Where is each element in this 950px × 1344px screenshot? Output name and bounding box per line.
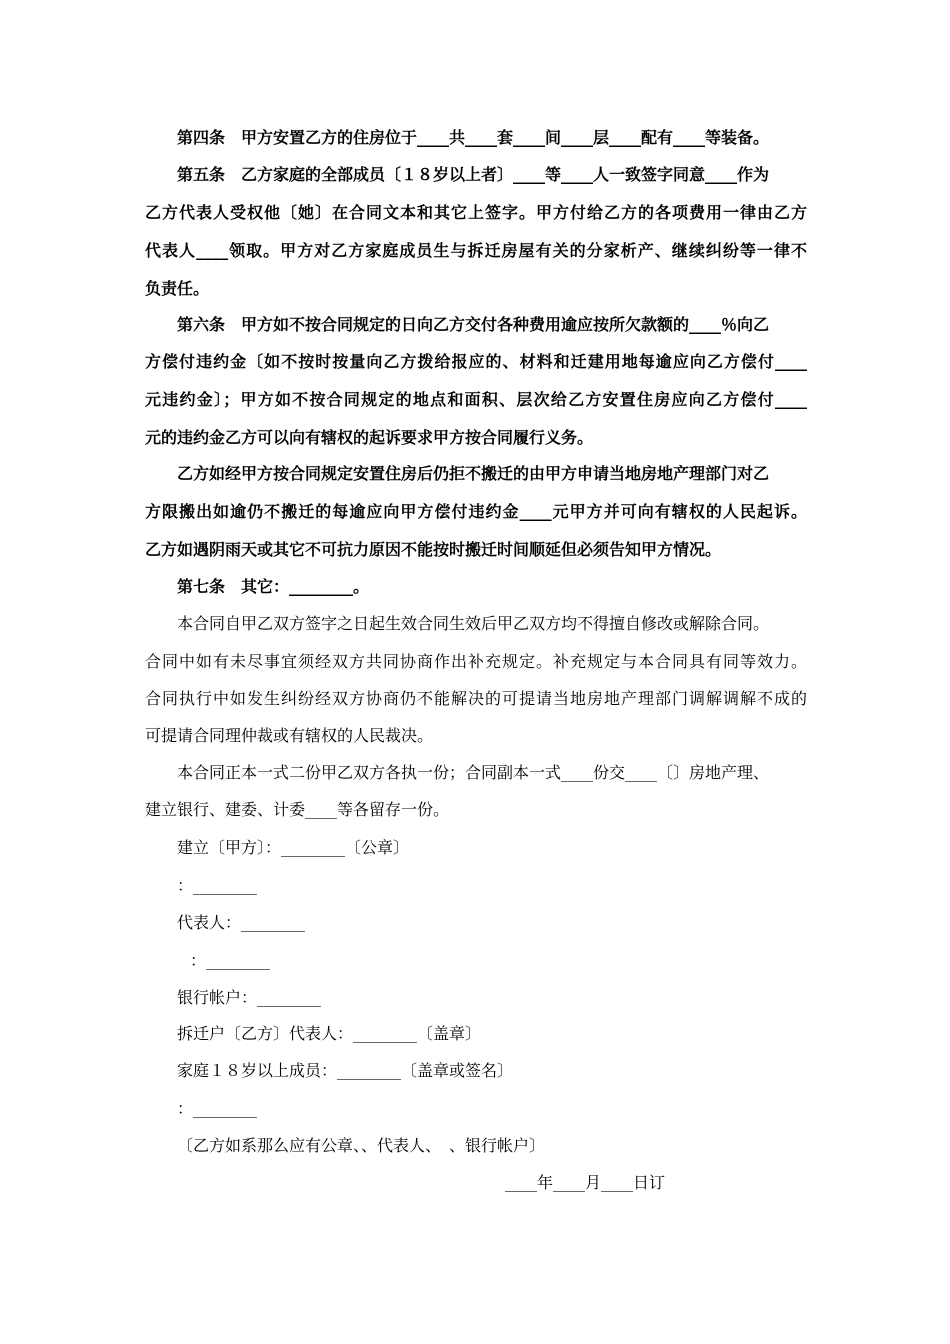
article-6-line-4: 元的违约金乙方可以向有辖权的起诉要求甲方按合同履行义务。 [145, 428, 594, 447]
party-b-note: 〔乙方如系那么应有公章、、代表人、 、银行帐户〕 [177, 1136, 546, 1155]
effect-para-line-4: 可提请合同理仲裁或有辖权的人民裁决。 [145, 726, 434, 745]
family-blank: ：________ [177, 1099, 258, 1118]
move-para-line-1: 乙方如经甲方按合同规定安置住房后仍拒不搬迁的由甲方申请当地房地产理部门对乙 [177, 464, 770, 483]
signing-date: ____年____月____日订 [505, 1173, 666, 1192]
representative-blank: ：________ [190, 951, 271, 970]
article-6-line-1: 第六条 甲方如不按合同规定的日向乙方交付各种费用逾应按所欠款额的____％向乙 [177, 315, 770, 334]
article-5-line-1: 第五条 乙方家庭的全部成员〔１８岁以上者〕____等____人一致签字同意____作为 [177, 165, 770, 184]
article-5-line-2: 乙方代表人受权他〔她〕在合同文本和其它上签字。甲方付给乙方的各项费用一律由乙方 [145, 203, 807, 222]
party-b-signature: 拆迁户〔乙方〕代表人：________〔盖章〕 [177, 1024, 482, 1043]
move-para-line-2: 方限搬出如逾仍不搬迁的每逾应向甲方偿付违约金____元甲方并可向有辖权的人民起诉。 [145, 502, 807, 521]
effect-para-line-1: 本合同自甲乙双方签字之日起生效合同生效后甲乙双方均不得擅自修改或解除合同。 [177, 614, 770, 633]
bank-account-line: 银行帐户：________ [177, 988, 322, 1007]
article-6-line-2: 方偿付违约金〔如不按时按量向乙方拨给报应的、材料和迁建用地每逾应向乙方偿付____ [145, 352, 807, 371]
article-5-line-4: 负责任。 [145, 279, 210, 298]
effect-para-line-3: 合同执行中如发生纠纷经双方协商仍不能解决的可提请当地房地产理部门调解调解不成的 [145, 689, 807, 708]
party-a-signature: 建立〔甲方〕：________〔公章〕 [177, 838, 410, 857]
move-para-line-3: 乙方如遇阴雨天或其它不可抗力原因不能按时搬迁时间顺延但必须告知甲方情况。 [145, 540, 722, 559]
article-6-line-3: 元违约金〕；甲方如不按合同规定的地点和面积、层次给乙方安置住房应向乙方偿付____ [145, 390, 807, 409]
party-a-blank: ：________ [177, 876, 258, 895]
effect-para-line-2: 合同中如有未尽事宜须经双方共同协商作出补充规定。补充规定与本合同具有同等效力。 [145, 652, 807, 671]
article-5-line-3: 代表人____领取。甲方对乙方家庭成员生与拆迁房屋有关的分家析产、继续纠纷等一律不 [145, 241, 807, 260]
family-members-signature: 家庭１８岁以上成员：________〔盖章或签名〕 [177, 1061, 514, 1080]
article-7-line: 第七条 其它：________。 [177, 577, 370, 596]
representative-line: 代表人：________ [177, 913, 306, 932]
copies-para-line-2: 建立银行、建委、计委____等各留存一份。 [145, 800, 450, 819]
article-4-line-1: 第四条 甲方安置乙方的住房位于____共____套____间____层____配有____等装备。 [177, 128, 770, 147]
copies-para-line-1: 本合同正本一式二份甲乙双方各执一份；合同副本一式____份交____〔〕房地产理、 [177, 763, 770, 782]
